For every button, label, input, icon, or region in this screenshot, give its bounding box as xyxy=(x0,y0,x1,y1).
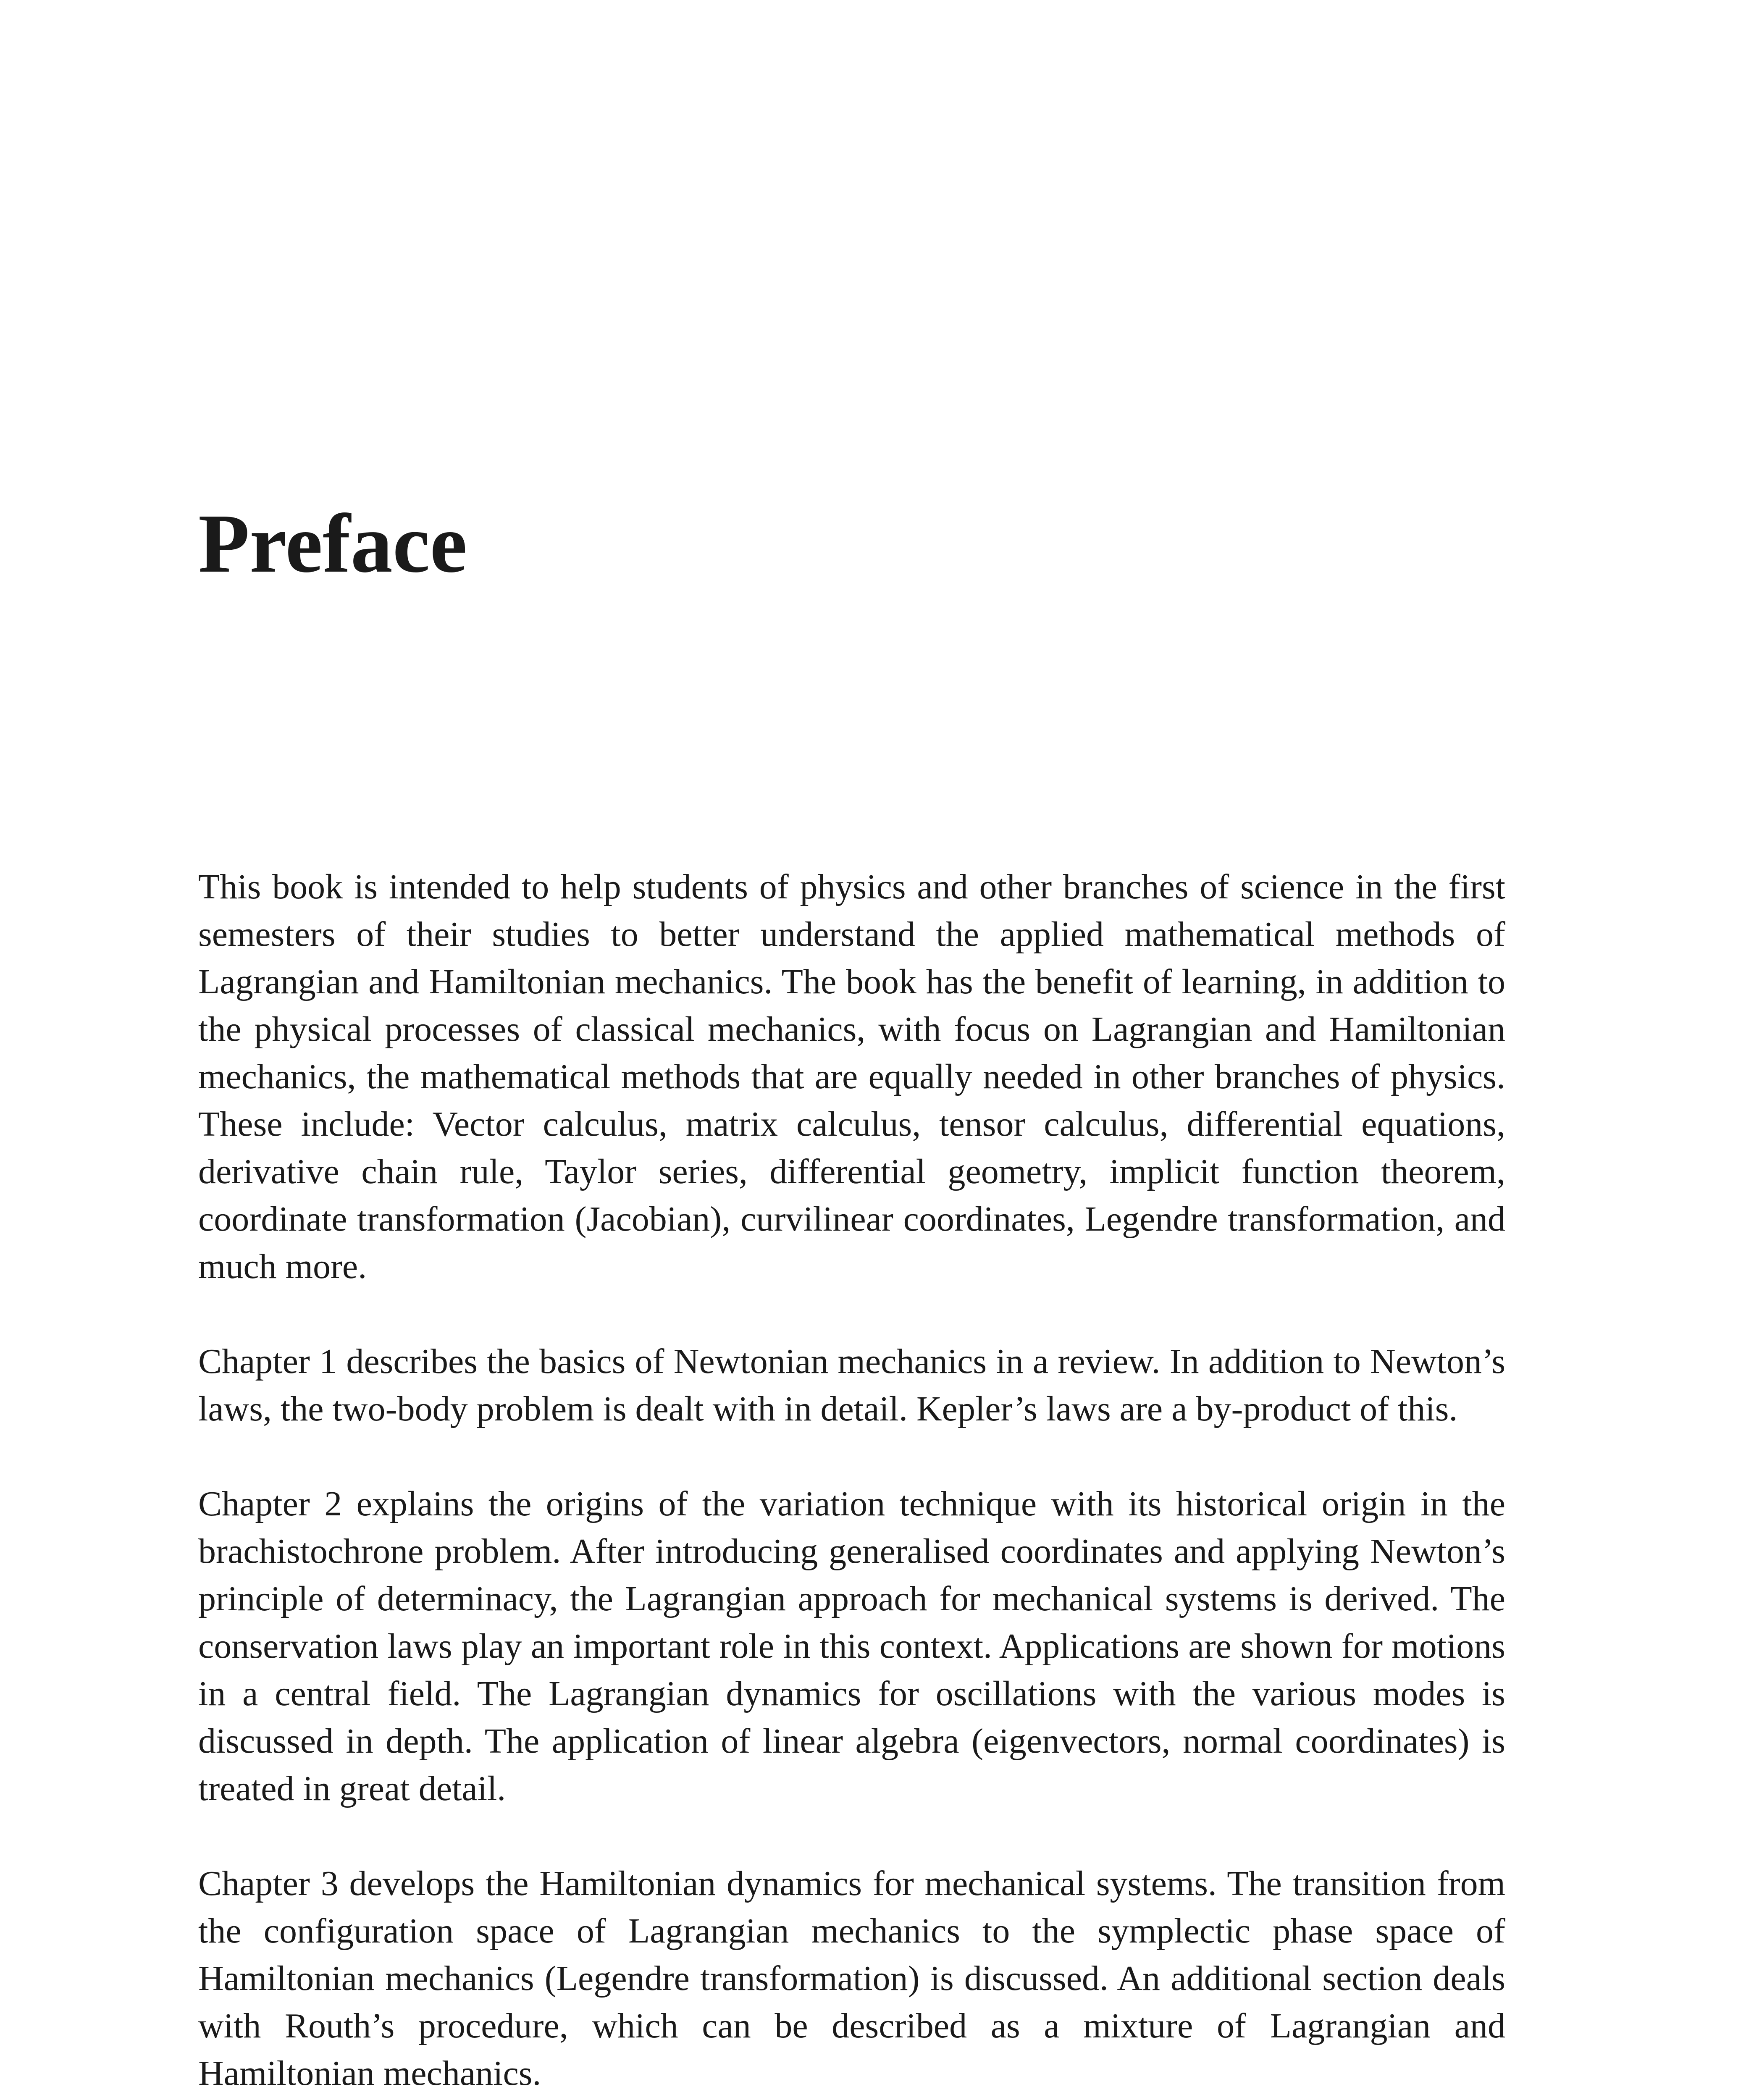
page-title: Preface xyxy=(198,497,467,590)
paragraph-intro: This book is intended to help students of physics and other branches of science in the first semesters of their studies to better understand the applied mathematical methods of Lagrangian and Hamiltonian mechanics. The book has the benefit of learning, in addition to the physical processes of classical mechanics, with focus on Lagrangian and Hamiltonian mechanics, the mathematical methods that are equally needed in other branches of physics. These include: Vector calculus, matrix calculus, tensor calculus, differential equations, derivative chain rule, Taylor series, differential geometry, implicit function theorem, coordinate transformation (Jacobian), curvilinear coordinates, Legendre transformation, and much more. xyxy=(198,867,1505,1286)
paragraph-chapter-2: Chapter 2 explains the origins of the variation technique with its historical origin in the brachistochrone problem. After introducing generalised coordinates and applying Newton’s principle of determinacy, the Lagrangian approach for mechanical systems is derived. The conservation laws play an important role in this context. Applications are shown for motions in a central field. The Lagrangian dynamics for oscillations with the various modes is discussed in depth. The application of linear algebra (eigenvectors, normal coordinates) is treated in great detail. xyxy=(198,1484,1505,1808)
preface-body xyxy=(198,863,1505,2100)
paragraph-chapter-3: Chapter 3 develops the Hamiltonian dynamics for mechanical systems. The transition from the configuration space of Lagrangian mechanics to the symplectic phase space of Hamiltonian mechanics (Legendre transformation) is discussed. An additional section deals with Routh’s procedure, which can be described as a mixture of Lagrangian and Hamiltonian mechanics. xyxy=(198,1864,1505,2093)
paragraph-chapter-1: Chapter 1 describes the basics of Newtonian mechanics in a review. In addition to Newton’s laws, the two-body problem is dealt with in detail. Kepler’s laws are a by-product of this. xyxy=(198,1342,1505,1428)
